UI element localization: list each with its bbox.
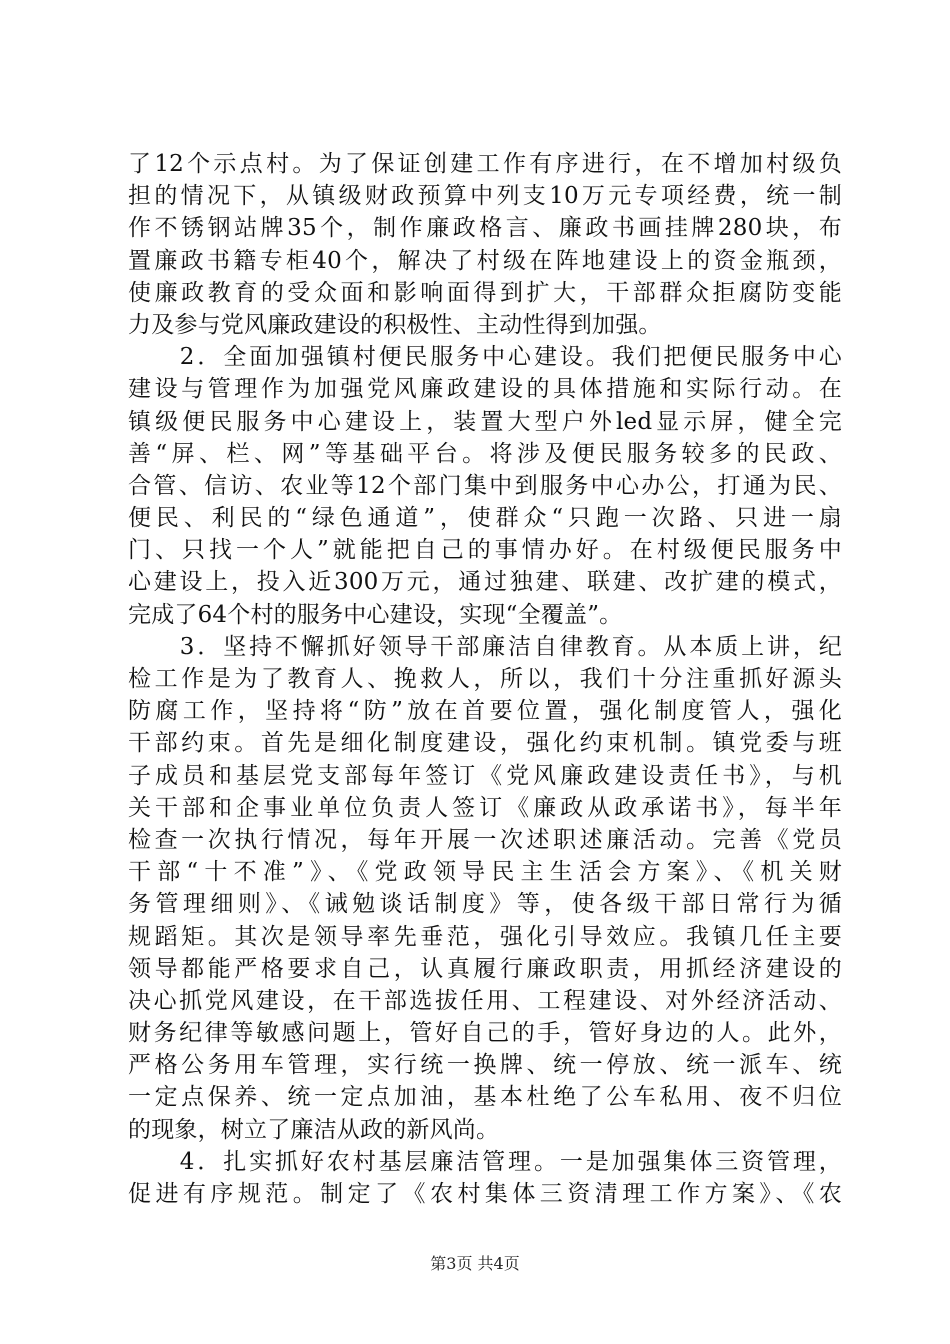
text-line: 严格公务用车管理，实行统一换牌、统一停放、统一派车、统: [128, 1052, 842, 1079]
text-line: 作不锈钢站牌35个，制作廉政格言、廉政书画挂牌280块，布: [128, 215, 842, 242]
text-line: 3．坚持不懈抓好领导干部廉洁自律教育。从本质上讲，纪: [128, 633, 842, 660]
text-line: 一定点保养、统一定点加油，基本杜绝了公车私用、夜不归位: [128, 1084, 842, 1111]
text-line: 了12个示点村。为了保证创建工作有序进行，在不增加村级负: [128, 151, 842, 177]
page-footer: 第3页 共4页: [430, 1254, 520, 1273]
text-line: 完成了64个村的服务中心建设，实现“全覆盖”。: [128, 601, 623, 628]
text-line: 检工作是为了教育人、挽救人，所以，我们十分注重抓好源头: [128, 666, 842, 692]
text-line: 4．扎实抓好农村基层廉洁管理。一是加强集体三资管理，: [128, 1148, 842, 1175]
text-line: 决心抓党风建设，在干部选拔任用、工程建设、对外经济活动、: [128, 987, 842, 1014]
text-line: 干部约束。首先是细化制度建设，强化约束机制。镇党委与班: [128, 730, 842, 757]
text-line: 的现象，树立了廉洁从政的新风尚。: [128, 1116, 500, 1143]
text-line: 检查一次执行情况，每年开展一次述职述廉活动。完善《党员: [128, 826, 842, 853]
document-body: [128, 148, 842, 1210]
text-line: 关干部和企事业单位负责人签订《廉政从政承诺书》，每半年: [128, 794, 842, 821]
text-line: 镇级便民服务中心建设上，装置大型户外led显示屏，健全完: [128, 408, 842, 435]
text-line: 领导都能严格要求自己，认真履行廉政职责，用抓经济建设的: [128, 955, 842, 982]
text-line: 建设与管理作为加强党风廉政建设的具体措施和实际行动。在: [128, 376, 842, 403]
text-line: 2．全面加强镇村便民服务中心建设。我们把便民服务中心: [128, 344, 842, 371]
text-line: 务管理细则》、《诫勉谈话制度》等，使各级干部日常行为循: [128, 891, 842, 918]
text-line: 力及参与党风廉政建设的积极性、主动性得到加强。: [128, 311, 662, 338]
text-line: 规蹈矩。其次是领导率先垂范，强化引导效应。我镇几任主要: [128, 923, 842, 950]
text-line: 促进有序规范。制定了《农村集体三资清理工作方案》、《农: [128, 1181, 842, 1207]
text-line: 门、只找一个人”就能把自己的事情办好。在村级便民服务中: [128, 537, 842, 564]
text-line: 合管、信访、农业等12个部门集中到服务中心办公，打通为民、: [128, 472, 842, 499]
text-line: 防腐工作，坚持将“防”放在首要位置，强化制度管人，强化: [128, 698, 842, 725]
text-line: 心建设上，投入近300万元，通过独建、联建、改扩建的模式，: [128, 569, 842, 596]
text-line: 干部“十不准”》、《党政领导民主生活会方案》、《机关财: [128, 859, 842, 886]
text-line: 便民、利民的“绿色通道”，使群众“只跑一次路、只进一扇: [128, 505, 842, 532]
text-line: 担的情况下，从镇级财政预算中列支10万元专项经费，统一制: [128, 183, 842, 210]
text-line: 善“屏、栏、网”等基础平台。将涉及便民服务较多的民政、: [128, 440, 842, 467]
text-line: 子成员和基层党支部每年签订《党风廉政建设责任书》，与机: [128, 762, 842, 789]
text-line: 使廉政教育的受众面和影响面得到扩大，干部群众拒腐防变能: [128, 279, 842, 306]
text-line: 财务纪律等敏感问题上，管好自己的手，管好身边的人。此外，: [128, 1020, 842, 1047]
text-line: 置廉政书籍专柜40个，解决了村级在阵地建设上的资金瓶颈，: [128, 247, 842, 274]
